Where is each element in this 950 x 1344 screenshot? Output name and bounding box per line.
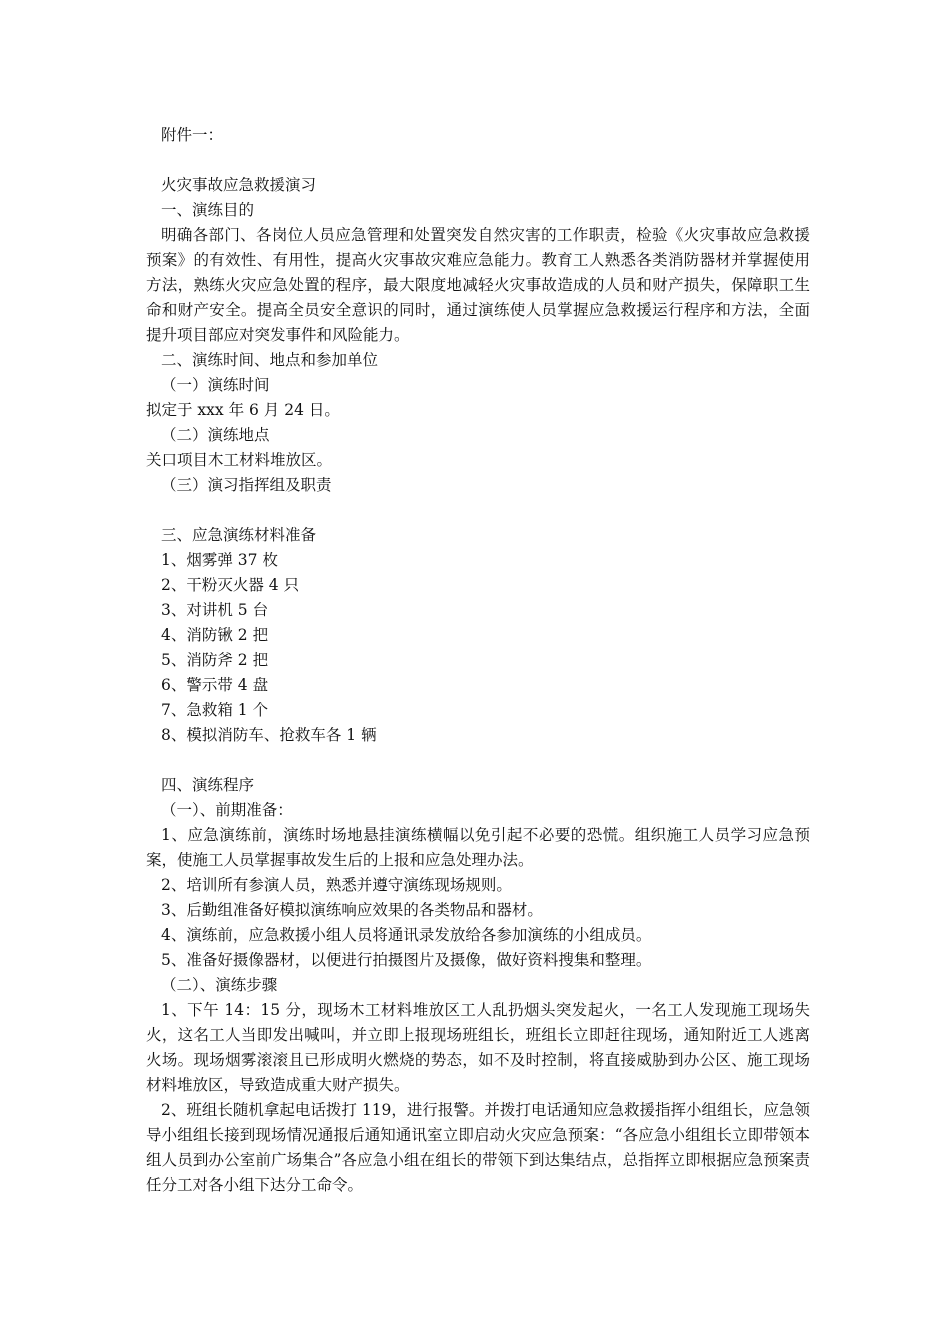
section-4-prep-heading: （一）、前期准备： (161, 801, 293, 819)
prep-item-4: 4、演练前，应急救援小组人员将通讯录发放给各参加演练的小组成员。 (161, 926, 652, 944)
prep-item-1: 1、应急演练前，演练时场地悬挂演练横幅以免引起不必要的恐慌。组织施工人员学习应急预案，使施工人员掌握事故发生后的上报和应急处理办法。 (146, 826, 810, 869)
prep-item-3: 3、后勤组准备好模拟演练响应效果的各类物品和器材。 (161, 901, 543, 919)
material-item: 6、警示带 4 盘 (161, 676, 269, 694)
section-2-heading: 二、演练时间、地点和参加单位 (161, 351, 379, 369)
section-4-heading: 四、演练程序 (161, 776, 255, 794)
section-2-time-heading: （一）演练时间 (161, 376, 270, 394)
material-item: 1、烟雾弹 37 枚 (161, 551, 278, 569)
spacer (146, 148, 810, 173)
spacer (146, 498, 810, 523)
material-item: 8、模拟消防车、抢救车各 1 辆 (161, 726, 377, 744)
document-title: 火灾事故应急救援演习 (161, 176, 317, 194)
section-2-place-body: 关口项目木工材料堆放区。 (146, 451, 333, 469)
spacer (146, 748, 810, 773)
section-2-place-heading: （二）演练地点 (161, 426, 270, 444)
section-1-heading: 一、演练目的 (161, 201, 255, 219)
material-item: 7、急救箱 1 个 (161, 701, 269, 719)
material-item: 2、干粉灭火器 4 只 (161, 576, 300, 594)
step-item-1: 1、下午 14：15 分，现场木工材料堆放区工人乱扔烟头突发起火，一名工人发现施工现场失火，这名工人当即发出喊叫，并立即上报现场班组长，班组长立即赶往现场，通知附近工人逃离火场。现场烟雾滚滚且已形成明火燃烧的势态，如不及时控制，将直接威胁到办公区、施工现场材料堆放区，导致造成重大财产损失。 (146, 1001, 810, 1094)
section-2-command-heading: （三）演习指挥组及职责 (161, 476, 332, 494)
prep-item-2: 2、培训所有参演人员，熟悉并遵守演练现场规则。 (161, 876, 512, 894)
section-3-heading: 三、应急演练材料准备 (161, 526, 317, 544)
attachment-label: 附件一： (161, 126, 224, 144)
document-body (146, 123, 810, 1198)
material-item: 3、对讲机 5 台 (161, 601, 269, 619)
section-4-steps-heading: （二）、演练步骤 (161, 976, 278, 994)
material-item: 4、消防锹 2 把 (161, 626, 269, 644)
section-1-body: 明确各部门、各岗位人员应急管理和处置突发自然灾害的工作职责，检验《火灾事故应急救援预案》的有效性、有用性，提高火灾事故灾难应急能力。教育工人熟悉各类消防器材并掌握使用方法，熟练火灾应急处置的程序，最大限度地减轻火灾事故造成的人员和财产损失，保障职工生命和财产安全。提高全员安全意识的同时，通过演练使人员掌握应急救援运行程序和方法，全面提升项目部应对突发事件和风险能力。 (146, 226, 810, 344)
prep-item-5: 5、准备好摄像器材，以便进行拍摄图片及摄像，做好资料搜集和整理。 (161, 951, 652, 969)
section-2-time-body: 拟定于 xxx 年 6 月 24 日。 (146, 401, 340, 419)
step-item-2: 2、班组长随机拿起电话拨打 119，进行报警。并拨打电话通知应急救援指挥小组组长，应急领导小组组长接到现场情况通报后通知通讯室立即启动火灾应急预案：“各应急小组组长立即带领本组人员到办公室前广场集合”各应急小组在组长的带领下到达集结点，总指挥立即根据应急预案责任分工对各小组下达分工命令。 (146, 1101, 810, 1194)
material-item: 5、消防斧 2 把 (161, 651, 269, 669)
